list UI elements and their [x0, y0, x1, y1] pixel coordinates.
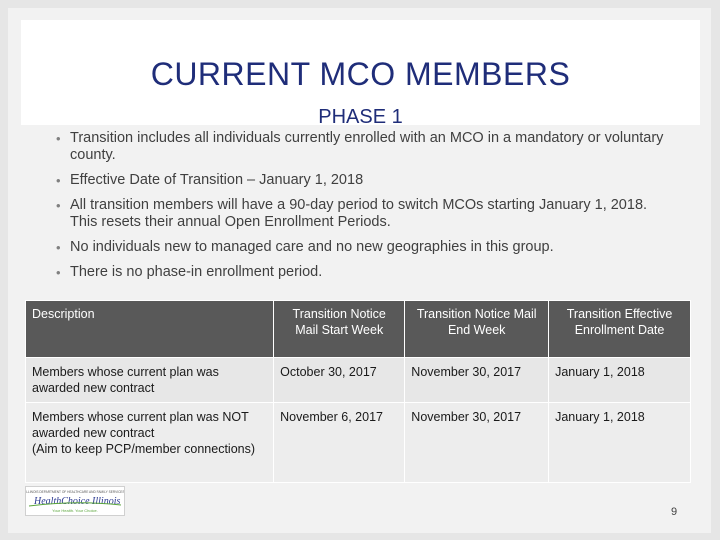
header-effective-date: Transition Effective Enrollment Date: [549, 301, 691, 358]
svg-text:Your Health. Your Choice.: Your Health. Your Choice.: [52, 508, 98, 513]
table-row: [26, 358, 691, 403]
page-number: 9: [670, 506, 678, 518]
cell-mail-end: November 30, 2017: [405, 403, 549, 483]
svg-text:HealthChoice Illinois: HealthChoice Illinois: [34, 496, 121, 507]
cell-mail-end: November 30, 2017: [405, 358, 549, 403]
cell-description: Members whose current plan was NOT awarded new contract (Aim to keep PCP/member connections): [26, 403, 274, 483]
transition-table: [25, 300, 691, 483]
cell-mail-start: November 6, 2017: [274, 403, 405, 483]
bullet-item: • All transition members will have a 90-day period to switch MCOs starting January 1, 2018. This resets their annual Open Enrollment Periods.: [52, 197, 672, 231]
table-header-row: [26, 301, 691, 358]
cell-mail-start: October 30, 2017: [274, 358, 405, 403]
table-row: [26, 403, 691, 483]
bullet-item: • There is no phase-in enrollment period.: [52, 264, 672, 281]
healthchoice-logo: [25, 486, 125, 516]
header-mail-end: Transition Notice Mail End Week: [405, 301, 549, 358]
header-description: Description: [26, 301, 274, 358]
healthchoice-logo-icon: [26, 487, 124, 515]
cell-effective-date: January 1, 2018: [549, 403, 691, 483]
header-mail-start: Transition Notice Mail Start Week: [274, 301, 405, 358]
title-box: [21, 20, 700, 128]
bullet-item: • No individuals new to managed care and no new geographies in this group.: [52, 239, 672, 256]
bullet-list: [52, 130, 672, 289]
slide-title: CURRENT MCO MEMBERS: [150, 56, 571, 92]
bullet-item: • Transition includes all individuals currently enrolled with an MCO in a mandatory or voluntary county.: [52, 130, 672, 164]
cell-effective-date: January 1, 2018: [549, 358, 691, 403]
bullet-item: • Effective Date of Transition – January 1, 2018: [52, 172, 672, 189]
svg-text:ILLINOIS DEPARTMENT OF HEALTHC: ILLINOIS DEPARTMENT OF HEALTHCARE AND FAMILY SERVICES: [26, 490, 124, 494]
cell-description: Members whose current plan was awarded new contract: [26, 358, 274, 403]
slide-subtitle: PHASE 1: [318, 106, 403, 128]
